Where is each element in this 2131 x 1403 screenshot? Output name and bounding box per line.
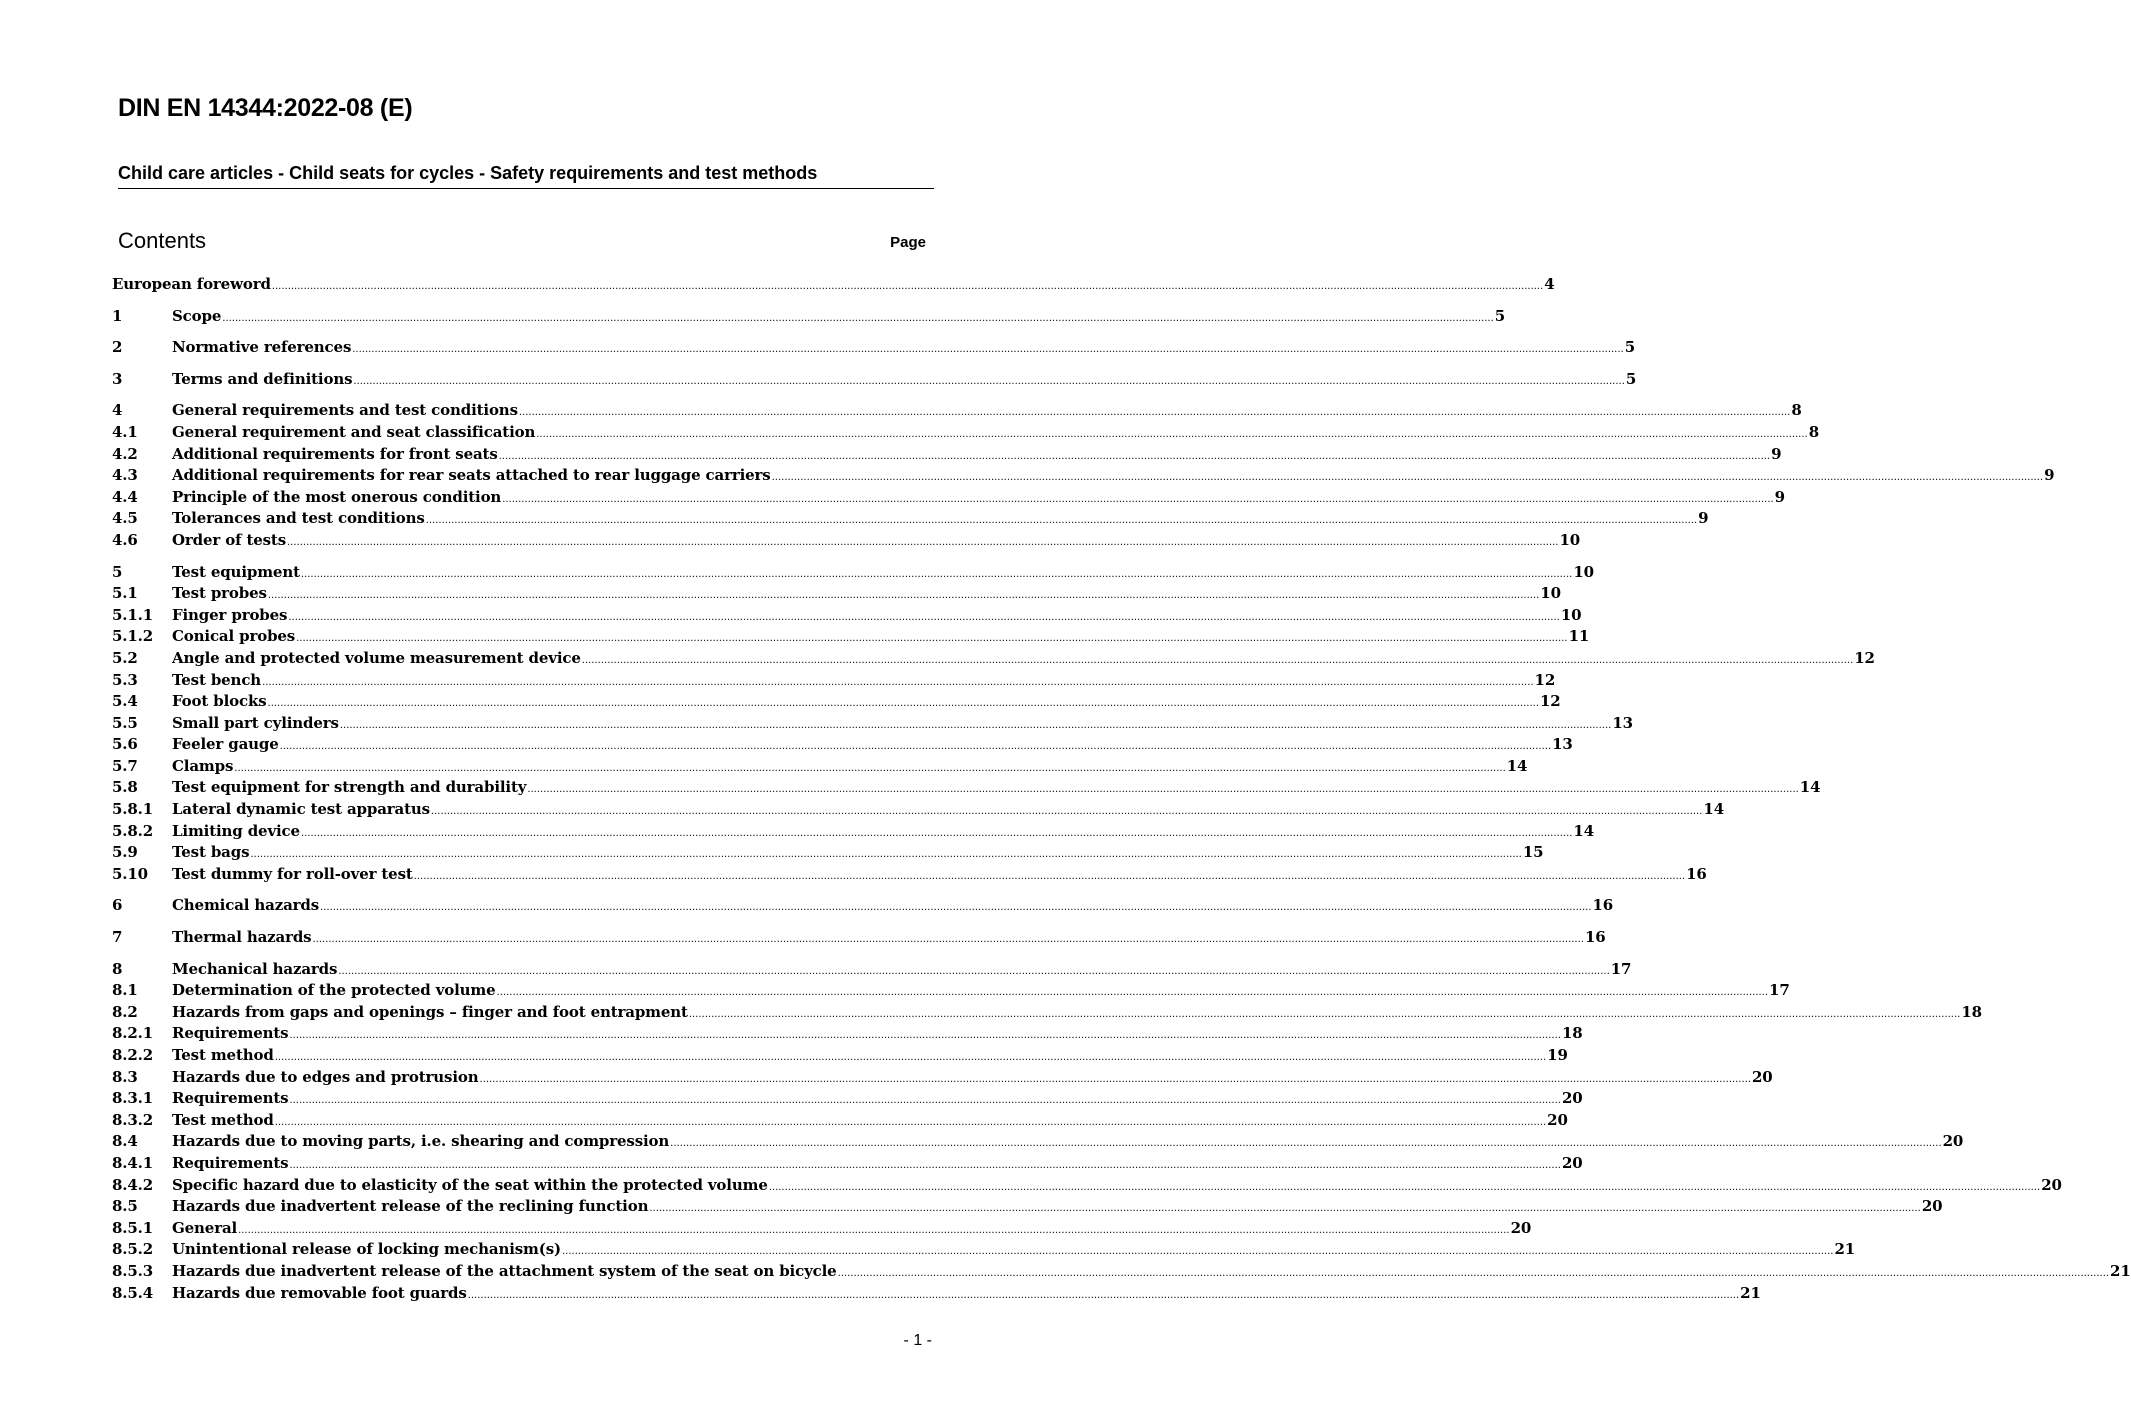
- toc-dot-leader: [649, 1203, 1920, 1214]
- toc-entry-page: 11: [1568, 627, 1590, 646]
- toc-dot-leader: [414, 871, 1685, 882]
- toc-entry-page: 20: [1561, 1153, 1583, 1172]
- toc-entry-page: 21: [1834, 1240, 1856, 1259]
- toc-entry-page: 18: [1561, 1024, 1583, 1043]
- toc-entry-title: Tolerances and test conditions: [172, 509, 425, 528]
- toc-entry-title: Feeler gauge: [172, 735, 279, 754]
- toc-dot-leader: [234, 763, 1505, 774]
- toc-dot-leader: [670, 1138, 1941, 1149]
- toc-entry-title: Test equipment: [172, 562, 300, 581]
- toc-entry-title: Hazards from gaps and openings – finger and foot entrapment: [172, 1002, 688, 1021]
- toc-entry-number: 4.6: [112, 530, 138, 549]
- toc-entry-title: Thermal hazards: [172, 928, 312, 947]
- toc-entry-page: 12: [1534, 670, 1556, 689]
- toc-entry-title: Lateral dynamic test apparatus: [172, 800, 430, 819]
- toc-entry-title: European foreword: [112, 275, 271, 293]
- toc-entry[interactable]: [112, 530, 1581, 553]
- toc-entry-number: 8.4.1: [112, 1153, 154, 1172]
- toc-entry[interactable]: [112, 928, 1606, 950]
- toc-entry-number: 5.8.1: [112, 800, 154, 819]
- toc-dot-leader: [480, 1074, 1751, 1085]
- toc-dot-leader: [289, 1095, 1560, 1106]
- toc-entry-number: 5.7: [112, 756, 138, 775]
- toc-entry-page: 20: [1510, 1218, 1532, 1237]
- toc-entry-number: 8.3: [112, 1067, 138, 1086]
- toc-entry-number: 5.9: [112, 843, 138, 862]
- toc-entry-page: 14: [1573, 821, 1594, 840]
- toc-entry[interactable]: [112, 444, 1782, 467]
- toc-entry-title: Test method: [172, 1046, 274, 1064]
- toc-dot-leader: [250, 849, 1521, 860]
- toc-entry-title: Scope: [172, 306, 222, 325]
- toc-entry-title: Test bench: [172, 670, 262, 689]
- toc-entry-number: 8.2.2: [112, 1046, 154, 1064]
- toc-dot-leader: [353, 376, 1624, 387]
- toc-entry-number: 4.4: [112, 487, 138, 506]
- toc-entry-title: Test probes: [172, 584, 267, 603]
- toc-entry[interactable]: [112, 800, 1724, 822]
- toc-entry-number: 4: [112, 401, 123, 420]
- toc-entry-page: 21: [2110, 1261, 2131, 1280]
- toc-dot-leader: [238, 1225, 1509, 1236]
- toc-dot-leader: [772, 472, 2043, 483]
- toc-entry-title: Hazards due to moving parts, i.e. shearing and compression: [172, 1132, 670, 1151]
- toc-entry-number: 8.5: [112, 1197, 138, 1216]
- toc-entry-page: 19: [1547, 1046, 1568, 1064]
- toc-entry-page: 20: [1921, 1197, 1943, 1216]
- toc-entry[interactable]: [112, 1089, 1583, 1111]
- toc-dot-leader: [262, 677, 1533, 688]
- toc-entry-page: 20: [1942, 1132, 1964, 1151]
- toc-entry-page: 5: [1624, 338, 1636, 357]
- toc-dot-leader: [296, 633, 1567, 644]
- toc-entry-title: General: [172, 1218, 238, 1237]
- toc-dot-leader: [497, 987, 1768, 998]
- toc-entry-title: Limiting device: [172, 821, 300, 840]
- toc-entry-title: Specific hazard due to elasticity of the seat within the protected volume: [172, 1175, 768, 1194]
- toc-entry[interactable]: [112, 1261, 2131, 1284]
- toc-dot-leader: [689, 1009, 1960, 1020]
- toc-entry[interactable]: [112, 821, 1594, 844]
- toc-entry-number: 6: [112, 896, 123, 915]
- toc-entry-title: Test equipment for strength and durability: [172, 778, 527, 797]
- toc-entry-page: 5: [1625, 369, 1637, 388]
- toc-entry[interactable]: [112, 422, 1820, 445]
- page-column-label: Page: [890, 234, 926, 251]
- toc-dot-leader: [280, 741, 1551, 752]
- toc-dot-leader: [312, 934, 1583, 945]
- toc-entry-title: General requirements and test conditions: [172, 401, 518, 420]
- toc-entry-title: General requirement and seat classification: [172, 422, 536, 441]
- toc-entry-title: Chemical hazards: [172, 896, 320, 915]
- toc-entry[interactable]: [112, 1024, 1583, 1046]
- toc-entry-title: Foot blocks: [172, 692, 267, 711]
- toc-entry-title: Hazards due inadvertent release of the reclining function: [172, 1197, 649, 1216]
- toc-entry-title: Hazards due inadvertent release of the attachment system of the seat on bicycle: [172, 1261, 837, 1280]
- toc-entry-page: 20: [1752, 1067, 1773, 1086]
- toc-entry[interactable]: [112, 605, 1582, 628]
- toc-entry[interactable]: [112, 1153, 1583, 1176]
- toc-entry-page: 4: [1544, 275, 1555, 293]
- toc-entry[interactable]: [112, 1197, 1943, 1219]
- toc-dot-leader: [289, 1160, 1560, 1171]
- toc-entry-page: 14: [1506, 756, 1528, 775]
- toc-entry-page: 17: [1769, 981, 1790, 1000]
- toc-entry-number: 8.5.4: [112, 1283, 154, 1302]
- document-title: DIN EN 14344:2022-08 (E): [118, 94, 413, 122]
- toc-entry-number: 5.8.2: [112, 821, 154, 840]
- toc-entry-title: Determination of the protected volume: [172, 981, 496, 1000]
- toc-entry[interactable]: [112, 896, 1614, 918]
- toc-dot-leader: [426, 515, 1697, 526]
- toc-entry-number: 8.5.1: [112, 1218, 154, 1237]
- toc-entry-number: 4.1: [112, 422, 138, 441]
- toc-entry[interactable]: [112, 275, 1555, 297]
- toc-entry-title: Test dummy for roll-over test: [172, 864, 413, 883]
- toc-dot-leader: [275, 1117, 1546, 1128]
- toc-entry[interactable]: [112, 306, 1506, 329]
- toc-entry[interactable]: [112, 1110, 1568, 1133]
- toc-entry[interactable]: [112, 648, 1875, 671]
- toc-entry-page: 15: [1522, 843, 1544, 862]
- toc-dot-leader: [268, 698, 1539, 709]
- toc-entry[interactable]: [112, 1067, 1773, 1090]
- toc-entry-page: 9: [2044, 466, 2055, 485]
- toc-dot-leader: [287, 537, 1558, 548]
- toc-entry[interactable]: [112, 562, 1594, 585]
- toc-dot-leader: [527, 784, 1798, 795]
- toc-dot-leader: [519, 407, 1790, 418]
- toc-entry-number: 1: [112, 306, 123, 325]
- toc-entry[interactable]: [112, 584, 1561, 606]
- toc-entry-number: 8.5.3: [112, 1261, 154, 1280]
- toc-dot-leader: [222, 313, 1493, 324]
- toc-entry[interactable]: [112, 1132, 1964, 1154]
- toc-dot-leader: [838, 1268, 2109, 1279]
- toc-entry-title: Additional requirements for front seats: [172, 444, 498, 463]
- toc-entry-number: 8.5.2: [112, 1240, 154, 1259]
- toc-entry-page: 17: [1610, 959, 1632, 978]
- toc-entry-number: 5: [112, 562, 123, 581]
- toc-entry-number: 8.3.1: [112, 1089, 154, 1108]
- toc-entry-number: 5.1.1: [112, 605, 154, 624]
- toc-entry-number: 5.3: [112, 670, 138, 689]
- toc-entry-title: Finger probes: [172, 605, 288, 624]
- toc-entry-title: Order of tests: [172, 530, 286, 549]
- toc-entry-title: Requirements: [172, 1024, 289, 1043]
- toc-entry-page: 12: [1854, 648, 1875, 667]
- toc-entry[interactable]: [112, 401, 1802, 423]
- toc-entry-page: 10: [1573, 562, 1594, 581]
- toc-entry-title: Conical probes: [172, 627, 296, 646]
- toc-entry-title: Requirements: [172, 1089, 289, 1108]
- toc-entry-title: Requirements: [172, 1153, 289, 1172]
- toc-entry-title: Angle and protected volume measurement device: [172, 648, 581, 667]
- toc-entry-page: 9: [1771, 444, 1782, 463]
- toc-dot-leader: [320, 902, 1591, 913]
- toc-entry-page: 14: [1703, 800, 1724, 819]
- toc-dot-leader: [499, 451, 1770, 462]
- toc-entry-number: 8.1: [112, 981, 138, 1000]
- toc-entry[interactable]: [112, 1002, 1982, 1025]
- toc-entry-page: 20: [1561, 1089, 1583, 1108]
- toc-entry-page: 5: [1494, 306, 1506, 325]
- toc-entry-page: 8: [1791, 401, 1802, 420]
- toc-entry-title: Normative references: [172, 338, 352, 357]
- toc-dot-leader: [536, 429, 1807, 440]
- toc-entry-page: 10: [1560, 605, 1582, 624]
- toc-entry[interactable]: [112, 670, 1556, 693]
- toc-entry[interactable]: [112, 466, 2055, 488]
- toc-entry-page: 9: [1774, 487, 1785, 506]
- toc-dot-leader: [288, 612, 1559, 623]
- toc-entry-number: 2: [112, 338, 123, 357]
- toc-entry-title: Small part cylinders: [172, 713, 339, 732]
- toc-entry-number: 8.4: [112, 1132, 138, 1151]
- toc-entry-number: 8.2.1: [112, 1024, 154, 1043]
- toc-entry-title: Principle of the most onerous condition: [172, 487, 502, 506]
- toc-entry-number: 8.3.2: [112, 1110, 154, 1129]
- toc-entry-title: Mechanical hazards: [172, 959, 338, 978]
- toc-entry[interactable]: [112, 843, 1544, 865]
- toc-entry-number: 5.1: [112, 584, 138, 603]
- table-of-contents: [112, 275, 2131, 1305]
- contents-heading: Contents: [118, 228, 207, 253]
- document-subtitle: Child care articles - Child seats for cycles - Safety requirements and test methods: [118, 163, 934, 189]
- toc-entry-number: 5.2: [112, 648, 138, 667]
- toc-entry[interactable]: [112, 1175, 2062, 1198]
- toc-entry-number: 3: [112, 369, 123, 388]
- toc-entry-number: 7: [112, 928, 123, 947]
- toc-dot-leader: [502, 494, 1773, 505]
- toc-entry-title: Additional requirements for rear seats attached to rear luggage carriers: [172, 466, 771, 485]
- toc-dot-leader: [352, 344, 1623, 355]
- toc-entry-number: 5.4: [112, 692, 138, 711]
- toc-entry-page: 16: [1584, 928, 1606, 947]
- toc-entry[interactable]: [112, 1283, 1761, 1306]
- toc-entry-page: 9: [1698, 509, 1709, 528]
- toc-entry-page: 20: [1547, 1110, 1568, 1129]
- toc-entry-number: 5.10: [112, 864, 148, 883]
- toc-entry-page: 8: [1808, 422, 1820, 441]
- toc-entry[interactable]: [112, 627, 1590, 649]
- toc-entry[interactable]: [112, 981, 1790, 1003]
- toc-dot-leader: [272, 281, 1543, 292]
- toc-dot-leader: [289, 1030, 1560, 1041]
- toc-entry-title: Unintentional release of locking mechanism(s): [172, 1240, 561, 1259]
- toc-entry-page: 16: [1592, 896, 1614, 915]
- toc-dot-leader: [275, 1052, 1546, 1063]
- toc-entry-page: 13: [1552, 735, 1573, 754]
- toc-dot-leader: [582, 655, 1853, 666]
- toc-entry[interactable]: [112, 487, 1785, 510]
- toc-dot-leader: [431, 806, 1702, 817]
- toc-entry[interactable]: [112, 735, 1573, 757]
- toc-dot-leader: [562, 1246, 1833, 1257]
- toc-entry[interactable]: [112, 338, 1636, 360]
- toc-entry[interactable]: [112, 864, 1707, 887]
- toc-entry-number: 8.2: [112, 1002, 138, 1021]
- toc-dot-leader: [468, 1290, 1739, 1301]
- toc-entry-title: Hazards due to edges and protrusion: [172, 1067, 479, 1086]
- toc-entry-page: 12: [1540, 692, 1561, 711]
- toc-entry-number: 5.1.2: [112, 627, 154, 646]
- toc-entry[interactable]: [112, 756, 1528, 779]
- toc-entry[interactable]: [112, 509, 1709, 531]
- toc-entry-title: Terms and definitions: [172, 369, 353, 388]
- toc-dot-leader: [338, 966, 1609, 977]
- toc-entry[interactable]: [112, 1218, 1532, 1241]
- toc-entry-title: Test method: [172, 1110, 274, 1129]
- toc-entry-page: 16: [1686, 864, 1707, 883]
- toc-entry-page: 10: [1559, 530, 1581, 549]
- toc-entry-page: 18: [1961, 1002, 1982, 1021]
- toc-entry[interactable]: [112, 692, 1561, 714]
- toc-dot-leader: [301, 828, 1572, 839]
- toc-dot-leader: [769, 1182, 2040, 1193]
- toc-entry-number: 8: [112, 959, 123, 978]
- toc-entry-page: 14: [1799, 778, 1821, 797]
- toc-entry-number: 5.5: [112, 713, 138, 732]
- toc-entry[interactable]: [112, 1240, 1856, 1262]
- toc-entry-number: 4.2: [112, 444, 138, 463]
- toc-dot-leader: [268, 590, 1539, 601]
- toc-entry[interactable]: [112, 369, 1637, 392]
- toc-entry-title: Clamps: [172, 756, 234, 775]
- toc-entry-page: 21: [1740, 1283, 1761, 1302]
- footer-page-number: - 1 -: [903, 1332, 932, 1349]
- toc-entry-title: Test bags: [172, 843, 250, 862]
- toc-entry-number: 4.5: [112, 509, 138, 528]
- toc-entry[interactable]: [112, 713, 1633, 736]
- toc-entry-page: 13: [1612, 713, 1633, 732]
- toc-entry-page: 10: [1540, 584, 1561, 603]
- toc-entry-number: 8.4.2: [112, 1175, 154, 1194]
- toc-entry-number: 5.6: [112, 735, 138, 754]
- toc-entry-title: Hazards due removable foot guards: [172, 1283, 467, 1302]
- toc-dot-leader: [340, 720, 1611, 731]
- toc-entry-page: 20: [2041, 1175, 2062, 1194]
- toc-entry-number: 5.8: [112, 778, 138, 797]
- toc-entry[interactable]: [112, 1046, 1568, 1068]
- toc-entry-number: 4.3: [112, 466, 138, 485]
- toc-entry[interactable]: [112, 778, 1821, 800]
- toc-dot-leader: [301, 569, 1572, 580]
- toc-entry[interactable]: [112, 959, 1632, 982]
